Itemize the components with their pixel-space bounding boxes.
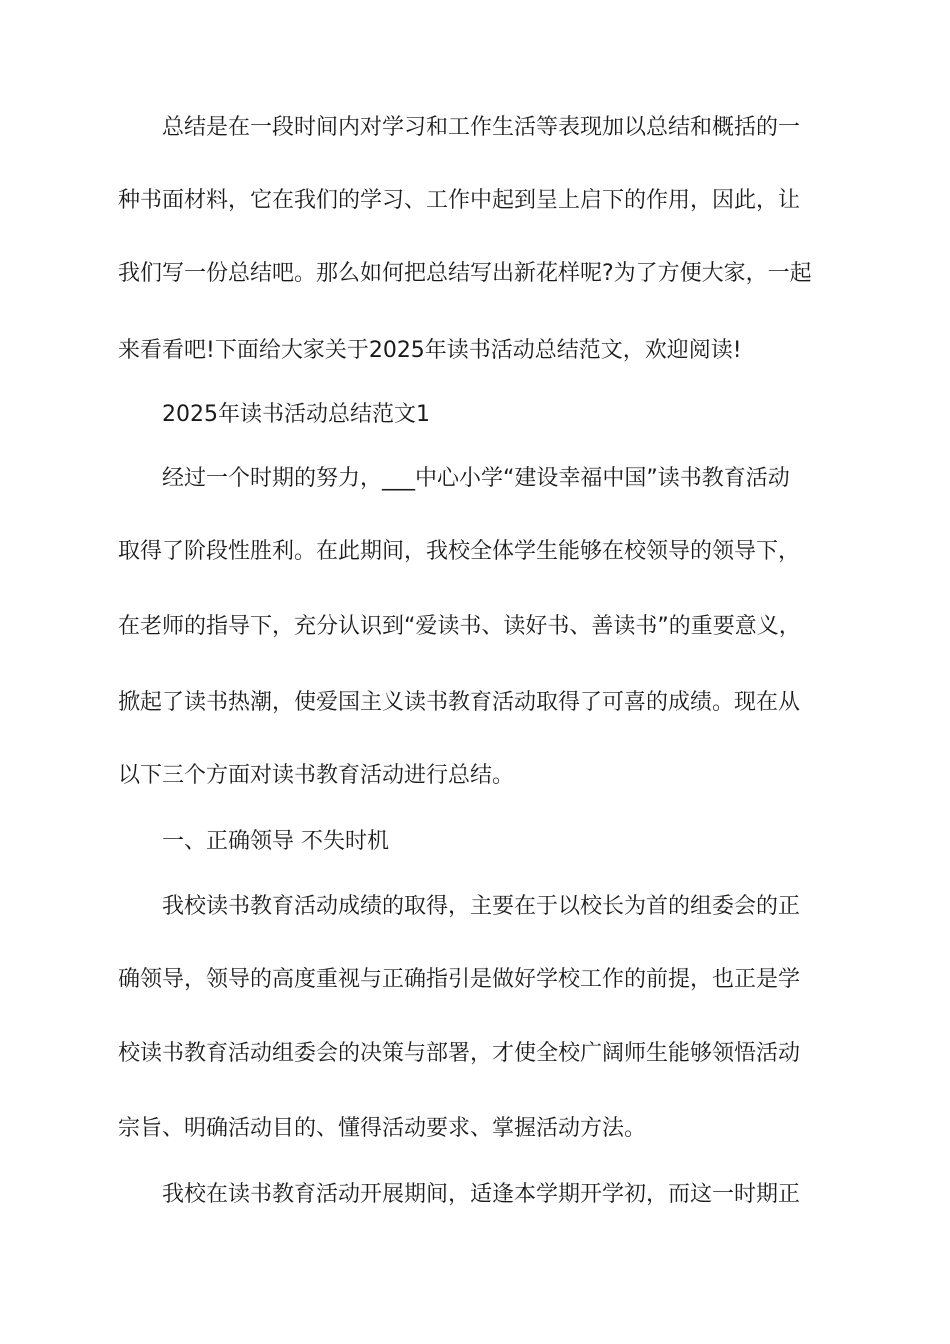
paragraph-1-line-1: 经过一个时期的努力，___中心小学“建设幸福中国”读书教育活动 [162,466,790,491]
intro-line-1: 总结是在一段时间内对学习和工作生活等表现加以总结和概括的一 [162,115,801,140]
subheading-1: 一、正确领导 不失时机 [162,829,389,854]
paragraph-3-line-1: 我校在读书教育活动开展期间，适逢本学期开学初，而这一时期正 [162,1182,801,1207]
paragraph-2-line-4: 宗旨、明确活动目的、懂得活动要求、掌握活动方法。 [118,1116,647,1141]
paragraph-1-line-5: 以下三个方面对读书教育活动进行总结。 [118,763,515,788]
intro-line-3: 我们写一份总结吧。那么如何把总结写出新花样呢?为了方便大家，一起 [118,261,812,286]
intro-line-4: 来看看吧!下面给大家关于2025年读书活动总结范文，欢迎阅读! [118,338,742,363]
intro-line-2: 种书面材料，它在我们的学习、工作中起到呈上启下的作用，因此，让 [118,188,801,213]
paragraph-2-line-3: 校读书教育活动组委会的决策与部署，才使全校广阔师生能够领悟活动 [118,1041,801,1066]
paragraph-1-line-3: 在老师的指导下，充分认识到“爱读书、读好书、善读书”的重要意义， [118,614,801,639]
paragraph-1-line-4: 掀起了读书热潮，使爱国主义读书教育活动取得了可喜的成绩。现在从 [118,690,801,715]
paragraph-2-line-1: 我校读书教育活动成绩的取得，主要在于以校长为首的组委会的正 [162,894,801,919]
section-title: 2025年读书活动总结范文1 [162,402,430,427]
paragraph-1-line-2: 取得了阶段性胜利。在此期间，我校全体学生能够在校领导的领导下， [118,539,801,564]
paragraph-2-line-2: 确领导，领导的高度重视与正确指引是做好学校工作的前提，也正是学 [118,967,801,992]
